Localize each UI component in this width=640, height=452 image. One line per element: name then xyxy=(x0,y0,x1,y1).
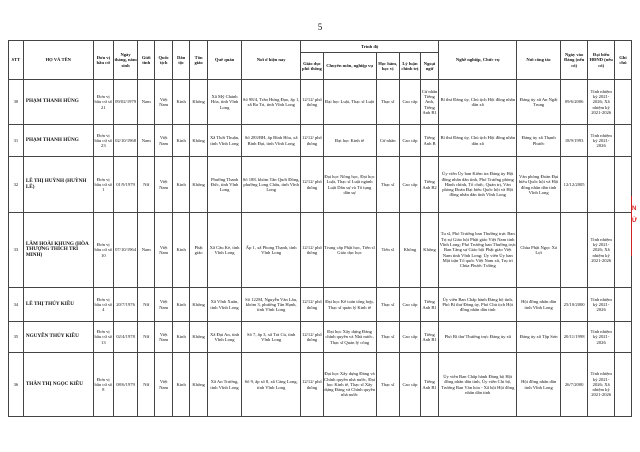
cell-stt: 33 xyxy=(9,213,24,288)
cell-note xyxy=(614,213,631,288)
cell-delegate xyxy=(588,157,614,213)
cell-specialty: Đại học Kinh tế xyxy=(323,125,376,157)
header-dob: Ngày tháng, năm sinh xyxy=(113,41,137,80)
header-language: Ngoại ngữ xyxy=(421,53,439,80)
header-occupation: Nghề nghiệp, Chức vụ xyxy=(439,41,517,80)
cell-political-theory: Cao cấp xyxy=(399,288,420,322)
cell-ethnicity: Kinh xyxy=(173,353,190,417)
header-sex: Giới tính xyxy=(138,41,155,80)
cell-religion: Không xyxy=(190,157,208,213)
table-row xyxy=(9,157,632,213)
header-unit: Đơn vị bầu cử xyxy=(93,41,113,80)
cell-general-education: 12/12/ phổ thông xyxy=(301,125,323,157)
cell-religion: Không xyxy=(190,322,208,353)
cell-name: THÂN THỊ NGỌC KIỀU xyxy=(23,353,93,417)
table-row xyxy=(9,80,632,125)
cell-residence: Số 9, ấp số 8, xã Càng Long, tỉnh Vĩnh Long xyxy=(242,353,301,417)
cell-party-date: 25/10/2000 xyxy=(560,288,588,322)
cell-delegate: Tỉnh nhiệm kỳ 2021-2026 xyxy=(588,125,614,157)
cell-stt: 36 xyxy=(9,353,24,417)
cell-occupation: Bí thư Đảng ủy, Chủ tịch Hội đồng nhân dân xã xyxy=(439,80,517,125)
cell-delegate: Tỉnh nhiệm kỳ 2021-2026 xyxy=(588,288,614,322)
cell-political-theory: Cao cấp xyxy=(399,157,420,213)
cell-unit: Đơn vị bầu cử số 10 xyxy=(93,213,113,288)
cell-unit: Đơn vị bầu cử số 13 xyxy=(93,322,113,353)
cell-dob: 20/7/1976 xyxy=(113,288,137,322)
cell-workplace: Chùa Phật Ngọc Xá Lợi xyxy=(517,213,560,288)
cell-hometown: Xã An Trường, tỉnh Vĩnh Long xyxy=(208,353,242,417)
cell-degree: Thạc sĩ xyxy=(376,157,399,213)
cell-general-education: 12/12/ phổ thông xyxy=(301,288,323,322)
cell-party-date: 12/12/2005 xyxy=(560,157,588,213)
cell-unit: Đơn vị bầu cử số 1 xyxy=(93,157,113,213)
cell-delegate: Tỉnh nhiệm kỳ 2021-2026; Xã nhiệm kỳ 2021-2026 xyxy=(588,213,614,288)
cell-language: Cử nhân Tiếng Anh, Tiếng Anh B1 xyxy=(421,80,439,125)
cell-hometown: Xã Cầu Kè, tỉnh Vĩnh Long xyxy=(208,213,242,288)
header-specialty: Chuyên môn, nghiệp vụ xyxy=(323,53,376,80)
cell-hometown: Phường Thanh Đức, tỉnh Vĩnh Long xyxy=(208,157,242,213)
cell-workplace: Văn phòng Đoàn Đại biểu Quốc hội và Hội đồng nhân dân tỉnh Vĩnh Long xyxy=(517,157,560,213)
cell-nationality: Việt Nam xyxy=(155,288,173,322)
cell-occupation: Tu sĩ, Phó Trưởng ban Thường trực Ban Trị sự Giáo hội Phật giáo Việt Nam tỉnh Vĩnh Long; Phó Trưởng ban Thường trực Ban Tăng sự Giáo hội Phật giáo Việt Nam tỉnh Vĩnh Long; Ủy viên Ủy ban Mặt trận Tổ quốc Việt Nam xã, Trụ trì Chùa Phước Tường xyxy=(439,213,517,288)
cell-unit: Đơn vị bầu cử số 21 xyxy=(93,80,113,125)
table-row xyxy=(9,213,632,288)
cell-specialty: Đại học Kế toán tổng hợp, Thạc sĩ quản lý Kinh tế xyxy=(323,288,376,322)
cell-dob: 09/02/1979 xyxy=(113,80,137,125)
cell-degree: Cử nhân xyxy=(376,125,399,157)
cell-note xyxy=(614,80,631,125)
cell-general-education: 12/12/ phổ thông xyxy=(301,157,323,213)
cell-unit: Đơn vị bầu cử số 4 xyxy=(93,288,113,322)
cell-language: Tiếng Anh B1 xyxy=(421,353,439,417)
cell-nationality: Việt Nam xyxy=(155,213,173,288)
cell-party-date: 20/11/1998 xyxy=(560,322,588,353)
header-note: Ghi chú xyxy=(614,41,631,80)
cell-ethnicity: Kinh xyxy=(173,125,190,157)
cell-dob: 01/9/1979 xyxy=(113,157,137,213)
cell-note xyxy=(614,322,631,353)
candidate-table xyxy=(8,40,632,417)
cell-delegate: Tỉnh nhiệm kỳ 2021-2026; Xã nhiệm kỳ 2021-2026 xyxy=(588,80,614,125)
header-delegate: Đại biểu HĐND (nếu có) xyxy=(588,41,614,80)
cell-occupation: Ủy viên Ban Chấp hành Đảng bộ tỉnh, Phó Bí thư Đảng ủy, Phó Chủ tịch Hội đồng nhân dân tỉnh xyxy=(439,288,517,322)
cell-dob: 07/10/1964 xyxy=(113,213,137,288)
header-party-date: Ngày vào Đảng (nếu có) xyxy=(560,41,588,80)
cell-sex: Nam xyxy=(138,213,155,288)
cell-residence: Ấp 1, xã Phong Thạnh, tỉnh Vĩnh Long xyxy=(242,213,301,288)
cell-nationality: Việt Nam xyxy=(155,80,173,125)
cell-sex: Nữ xyxy=(138,322,155,353)
cell-religion: Không xyxy=(190,80,208,125)
table-row xyxy=(9,125,632,157)
cell-dob: 02/10/1968 xyxy=(113,125,137,157)
cell-sex: Nữ xyxy=(138,157,155,213)
cell-nationality: Việt Nam xyxy=(155,322,173,353)
cell-hometown: Xã Thới Thuận, tỉnh Vĩnh Long xyxy=(208,125,242,157)
cell-degree: Thạc sĩ xyxy=(376,322,399,353)
cell-general-education: 12/12/ phổ thông xyxy=(301,353,323,417)
cell-political-theory: Cao cấp xyxy=(399,80,420,125)
cell-stt: 34 xyxy=(9,288,24,322)
header-workplace: Nơi công tác xyxy=(517,41,560,80)
table-row xyxy=(9,322,632,353)
cell-dob: 08/6/1979 xyxy=(113,353,137,417)
cell-specialty: Đại học Xây dựng Đảng và Chính quyền nhà nước, Đại học Kinh tế, Thạc sĩ Xây dựng Đảng và Chính quyền nhà nước xyxy=(323,353,376,417)
cell-political-theory: Cao cấp xyxy=(399,125,420,157)
cell-ethnicity: Kinh xyxy=(173,288,190,322)
cell-residence: Số 188, khóm Tân Quới Đông, phường Long Châu, tỉnh Vĩnh Long xyxy=(242,157,301,213)
cell-party-date xyxy=(560,213,588,288)
cell-name: PHẠM THANH HÙNG xyxy=(23,125,93,157)
cell-degree: Thạc sĩ xyxy=(376,353,399,417)
cell-ethnicity: Kinh xyxy=(173,213,190,288)
stamp-letter: N xyxy=(632,206,637,212)
cell-specialty: Đại học Nông học, Đại học Luật, Thạc sĩ Luật ngành Luật Dân sự và Tố tụng dân sự xyxy=(323,157,376,213)
cell-note xyxy=(614,288,631,322)
cell-sex: Nữ xyxy=(138,353,155,417)
stamp-letter: Ứ xyxy=(632,218,637,224)
table-body xyxy=(9,80,632,417)
cell-general-education: 12/12/ phổ thông xyxy=(301,213,323,288)
cell-workplace: Đảng ủy xã An Ngãi Trung xyxy=(517,80,560,125)
header-general-education: Giáo dục phổ thông xyxy=(301,53,323,80)
page-number: 5 xyxy=(317,22,323,32)
cell-religion: Không xyxy=(190,288,208,322)
cell-residence: Số 7, ấp 3, xã Trà Cú, tỉnh Vĩnh Long xyxy=(242,322,301,353)
cell-stt: 31 xyxy=(9,125,24,157)
cell-stt: 35 xyxy=(9,322,24,353)
cell-political-theory: Cao cấp xyxy=(399,322,420,353)
cell-occupation: Ủy viên Ủy ban Kiểm tra Đảng ủy Hội đồng nhân dân tỉnh, Phó Trưởng phòng Hành chính, Tổ chức, Quản trị, Văn phòng Đoàn Đại biểu Quốc hội và Hội đồng nhân dân tỉnh Vĩnh Long xyxy=(439,157,517,213)
header-political-theory: Lý luận chính trị xyxy=(399,53,420,80)
header-residence: Nơi ở hiện nay xyxy=(242,41,301,80)
cell-party-date: 18/9/1993 xyxy=(560,125,588,157)
cell-language: Tiếng Anh B1 xyxy=(421,322,439,353)
cell-workplace: Đảng ủy xã Thạnh Phước xyxy=(517,125,560,157)
cell-ethnicity: Kinh xyxy=(173,322,190,353)
cell-general-education: 12/12/ phổ thông xyxy=(301,322,323,353)
header-nationality: Quốc tịch xyxy=(155,41,173,80)
cell-specialty: Đại học Luật, Thạc sĩ Luật xyxy=(323,80,376,125)
cell-name: PHẠM THANH HÙNG xyxy=(23,80,93,125)
cell-note xyxy=(614,125,631,157)
header-education: Trình độ xyxy=(301,41,439,53)
cell-occupation: Bí thư Đảng ủy, Chủ tịch Hội đồng nhân dân xã xyxy=(439,125,517,157)
cell-hometown: Xã Đại An, tỉnh Vĩnh Long xyxy=(208,322,242,353)
cell-residence: Số 122M, Nguyễn Văn Lâu, khóm 3, phường Tân Hạnh, tỉnh Vĩnh Long xyxy=(242,288,301,322)
cell-sex: Nữ xyxy=(138,288,155,322)
header-stt: STT xyxy=(9,41,24,80)
cell-note xyxy=(614,353,631,417)
cell-ethnicity: Kinh xyxy=(173,80,190,125)
cell-language: Không xyxy=(421,213,439,288)
cell-political-theory: Không xyxy=(399,213,420,288)
cell-workplace: Hội đồng nhân dân tỉnh Vĩnh Long xyxy=(517,288,560,322)
cell-unit: Đơn vị bầu cử số 8 xyxy=(93,353,113,417)
cell-note xyxy=(614,157,631,213)
cell-degree: Thạc sĩ xyxy=(376,80,399,125)
cell-residence: Số 283/BH, ấp Bình Hòa, xã Bình Đại, tỉnh Vĩnh Long xyxy=(242,125,301,157)
cell-party-date: 26/7/2000 xyxy=(560,353,588,417)
cell-name: LÊ THỊ THÚY KIỀU xyxy=(23,288,93,322)
cell-name: NGUYỄN THỦY KIỀU xyxy=(23,322,93,353)
cell-stt: 32 xyxy=(9,157,24,213)
cell-political-theory: Cao cấp xyxy=(399,353,420,417)
header-ethnicity: Dân tộc xyxy=(173,41,190,80)
cell-sex: Nam xyxy=(138,125,155,157)
cell-religion: Không xyxy=(190,353,208,417)
cell-hometown: Xã Mỹ Chánh Hòa, tỉnh Vĩnh Long xyxy=(208,80,242,125)
cell-nationality: Việt Nam xyxy=(155,353,173,417)
table-header-row xyxy=(9,41,632,53)
cell-degree: Tiến sĩ xyxy=(376,213,399,288)
cell-stt: 30 xyxy=(9,80,24,125)
cell-language: Tiếng Anh B xyxy=(421,125,439,157)
cell-unit: Đơn vị bầu cử số 23 xyxy=(93,125,113,157)
cell-hometown: Xã Vĩnh Xuân, tỉnh Vĩnh Long xyxy=(208,288,242,322)
cell-name: LÂM HOÀI KHUNG (HÒA THƯỢNG THÍCH TRÍ MINH) xyxy=(23,213,93,288)
cell-nationality: Việt Nam xyxy=(155,125,173,157)
cell-nationality: Việt Nam xyxy=(155,157,173,213)
cell-religion: Không xyxy=(190,125,208,157)
cell-occupation: Phó Bí thư Thường trực Đảng ủy xã xyxy=(439,322,517,353)
cell-delegate: Tỉnh nhiệm kỳ 2021-2026 xyxy=(588,322,614,353)
cell-workplace: Hội đồng nhân dân tỉnh Vĩnh Long xyxy=(517,353,560,417)
cell-language: Tiếng Anh B2 xyxy=(421,157,439,213)
header-religion: Tôn giáo xyxy=(190,41,208,80)
cell-party-date: 09/6/2006 xyxy=(560,80,588,125)
table-row xyxy=(9,288,632,322)
cell-residence: Số 98/4, Trần Hưng Đạo, ấp 1, xã Ba Tri, tỉnh Vĩnh Long xyxy=(242,80,301,125)
table-row xyxy=(9,353,632,417)
cell-general-education: 12/12/ phổ thông xyxy=(301,80,323,125)
cell-name: LÊ THỊ HUỲNH (HUỲNH LÊ) xyxy=(23,157,93,213)
cell-specialty: Đại học Xây dựng Đảng chính quyền và Nhà nước, Thạc sĩ Quản lý công xyxy=(323,322,376,353)
red-seal-stamp xyxy=(631,196,640,256)
cell-degree: Thạc sĩ xyxy=(376,288,399,322)
cell-sex: Nam xyxy=(138,80,155,125)
cell-specialty: Trung cấp Phật học, Tiến sĩ Giáo dục học xyxy=(323,213,376,288)
header-degree: Học hàm, học vị xyxy=(376,53,399,80)
cell-language: Tiếng Anh B1 xyxy=(421,288,439,322)
cell-ethnicity: Kinh xyxy=(173,157,190,213)
cell-delegate: Tỉnh nhiệm kỳ 2021-2026; Xã nhiệm kỳ 2021-2026 xyxy=(588,353,614,417)
cell-religion: Phật giáo xyxy=(190,213,208,288)
cell-workplace: Đảng ủy xã Tập Sơn xyxy=(517,322,560,353)
cell-occupation: Ủy viên Ban Chấp hành Đảng bộ Hội đồng nhân dân tỉnh, Ủy viên Chi bộ, Trưởng Ban Văn hóa - Xã hội Hội đồng nhân dân tỉnh xyxy=(439,353,517,417)
header-name: HỌ VÀ TÊN xyxy=(23,41,93,80)
cell-dob: 02/4/1978 xyxy=(113,322,137,353)
header-hometown: Quê quán xyxy=(208,41,242,80)
